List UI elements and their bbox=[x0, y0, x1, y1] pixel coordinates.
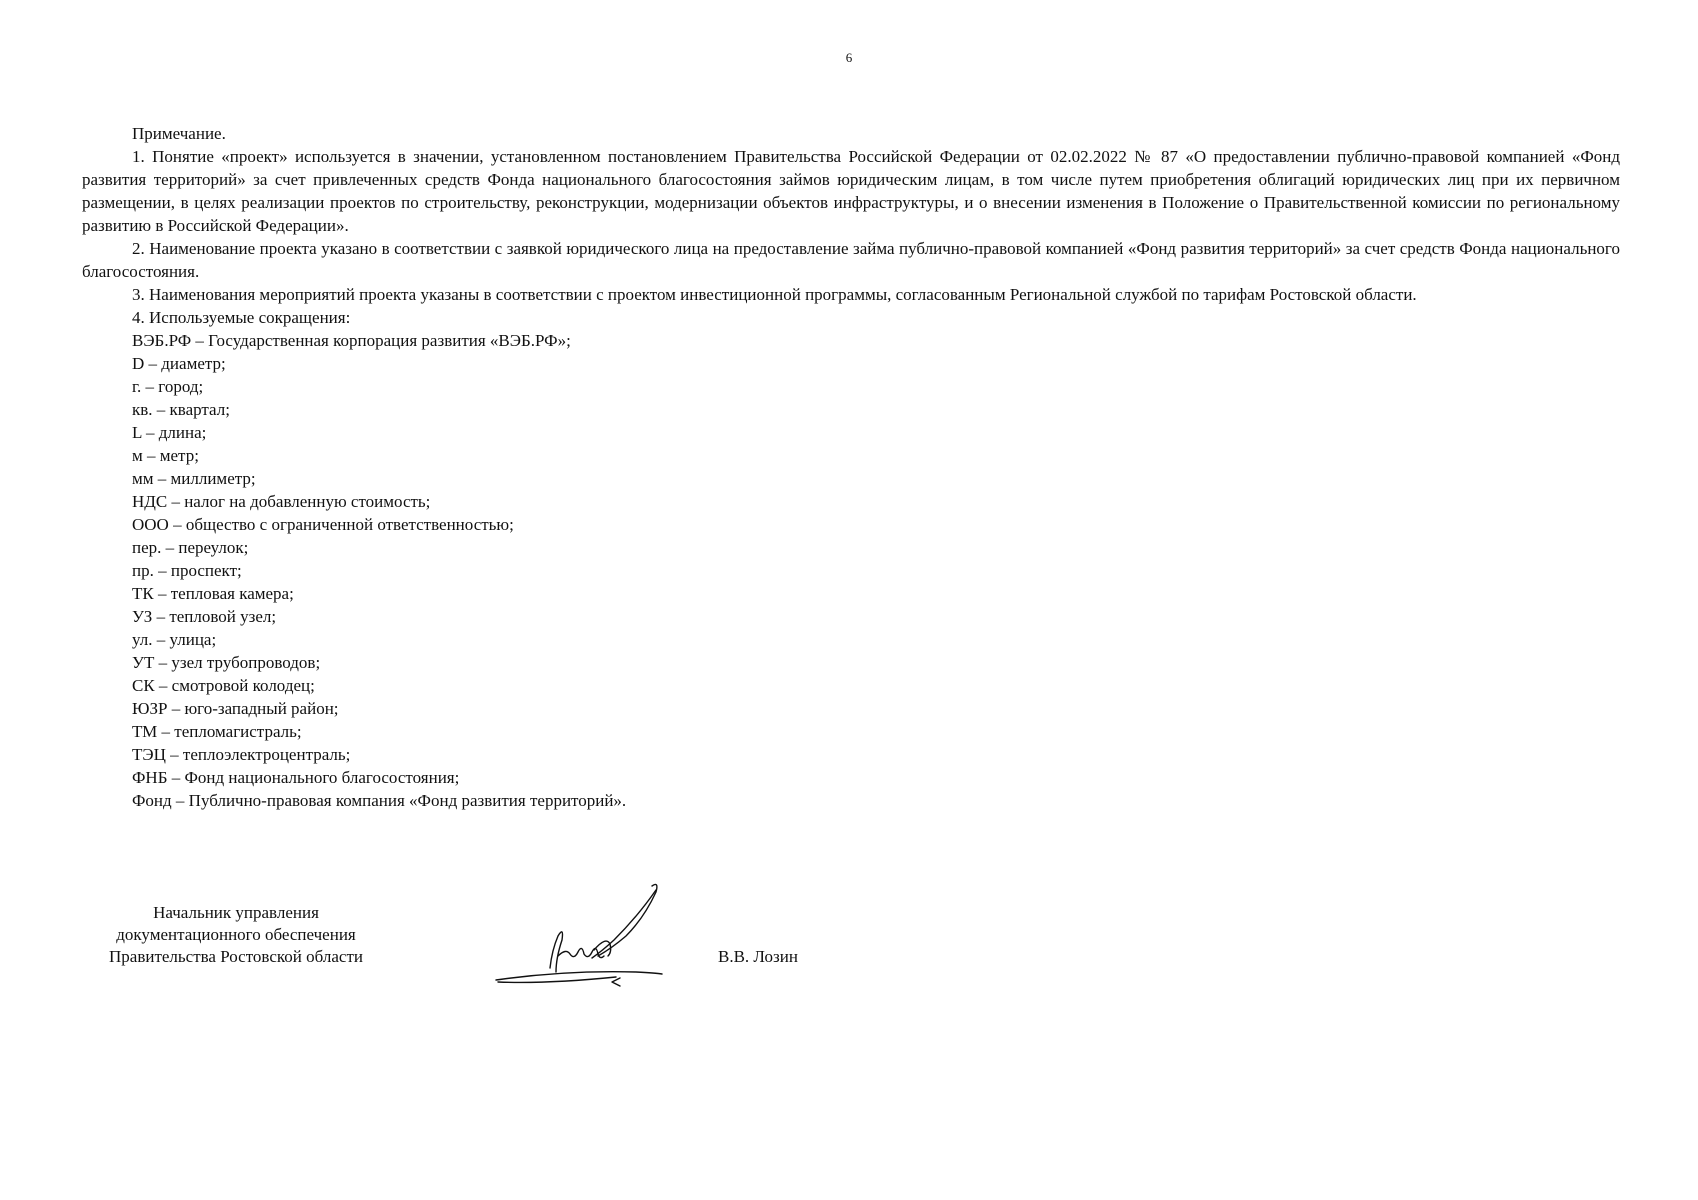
note-paragraph-2: 2. Наименование проекта указано в соответствии с заявкой юридического лица на предоставление займа публично-правовой компанией «Фонд развития территорий» за счет средств Фонда национального благосостояния. bbox=[82, 239, 1620, 281]
handwritten-signature bbox=[486, 880, 726, 990]
note-section bbox=[82, 122, 1620, 812]
abbreviation-item: СК – смотровой колодец; bbox=[132, 676, 315, 695]
abbreviation-item: УЗ – тепловой узел; bbox=[132, 607, 277, 626]
abbreviation-item: L – длина; bbox=[132, 423, 207, 442]
abbreviation-item: пер. – переулок; bbox=[132, 538, 249, 557]
abbreviation-item: г. – город; bbox=[132, 377, 204, 396]
abbreviation-item: D – диаметр; bbox=[132, 354, 226, 373]
abbreviation-item: НДС – налог на добавленную стоимость; bbox=[132, 492, 431, 511]
abbreviation-item: ТЭЦ – теплоэлектроцентраль; bbox=[132, 745, 351, 764]
signatory-title-line: Правительства Ростовской области bbox=[109, 947, 363, 966]
note-paragraph-1: 1. Понятие «проект» используется в значении, установленном постановлением Правительства Российской Федерации от 02.02.2022 № 87 «О предоставлении публично-правовой компанией «Фонд развития территорий» за счет привлеченных средств Фонда национального благосостояния займов юридическим лицам, в том числе путем приобретения облигаций юридических лиц при их первичном размещении, в целях реализации проектов по строительству, реконструкции, модернизации объектов инфраструктуры, и о внесении изменения в Положение о Правительственной комиссии по региональному развитию в Российской Федерации». bbox=[82, 147, 1620, 235]
abbreviation-item: ТК – тепловая камера; bbox=[132, 584, 294, 603]
abbreviation-item: ЮЗР – юго-западный район; bbox=[132, 699, 339, 718]
note-paragraph-4: 4. Используемые сокращения: bbox=[132, 308, 351, 327]
abbreviation-item: ул. – улица; bbox=[132, 630, 217, 649]
abbreviation-item: Фонд – Публично-правовая компания «Фонд развития территорий». bbox=[132, 791, 627, 810]
abbreviation-item: ООО – общество с ограниченной ответственностью; bbox=[132, 515, 514, 534]
abbreviation-item: УТ – узел трубопроводов; bbox=[132, 653, 321, 672]
note-heading: Примечание. bbox=[132, 124, 226, 143]
abbreviation-item: м – метр; bbox=[132, 446, 199, 465]
abbreviation-item: кв. – квартал; bbox=[132, 400, 230, 419]
abbreviation-list bbox=[82, 329, 1620, 812]
signatory-title bbox=[76, 902, 396, 968]
note-paragraph-3: 3. Наименования мероприятий проекта указаны в соответствии с проектом инвестиционной программы, согласованным Региональной службой по тарифам Ростовской области. bbox=[132, 285, 1417, 304]
signatory-name: В.В. Лозин bbox=[718, 947, 798, 966]
abbreviation-item: мм – миллиметр; bbox=[132, 469, 256, 488]
abbreviation-item: ВЭБ.РФ – Государственная корпорация развития «ВЭБ.РФ»; bbox=[132, 331, 571, 350]
page-number: 6 bbox=[845, 50, 853, 65]
signatory-title-line: Начальник управления bbox=[153, 903, 319, 922]
abbreviation-item: пр. – проспект; bbox=[132, 561, 242, 580]
abbreviation-item: ФНБ – Фонд национального благосостояния; bbox=[132, 768, 460, 787]
signatory-title-line: документационного обеспечения bbox=[116, 925, 356, 944]
abbreviation-item: ТМ – тепломагистраль; bbox=[132, 722, 302, 741]
